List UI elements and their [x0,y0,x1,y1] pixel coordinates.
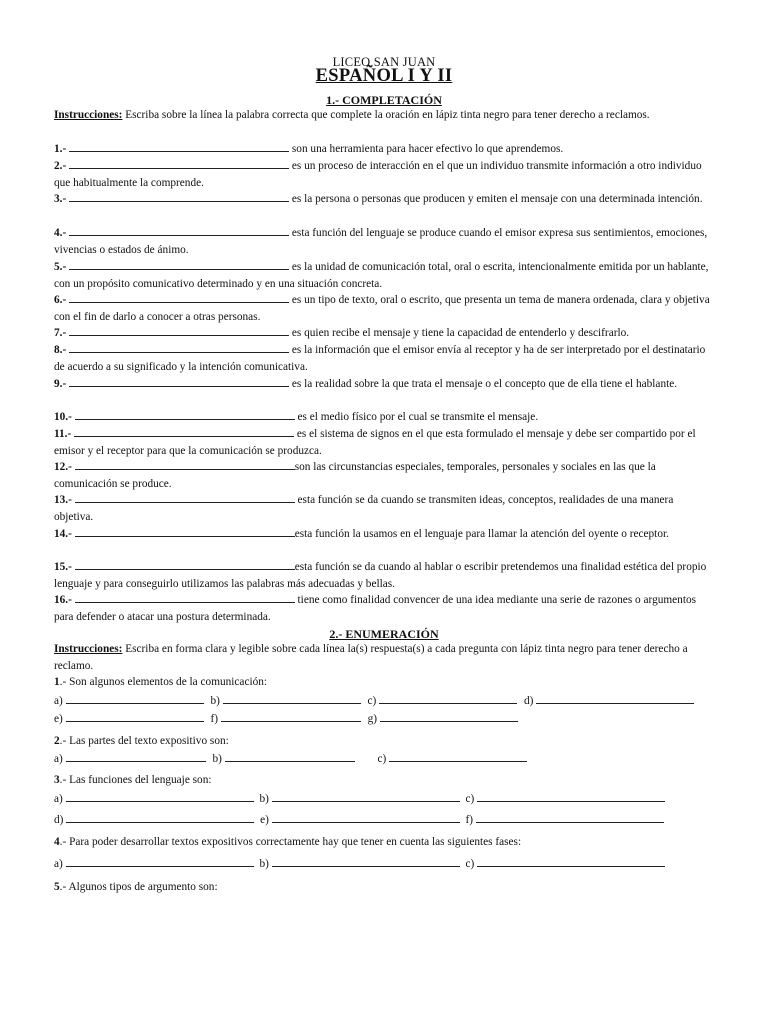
item-text: es la información que el emisor envía al receptor y ha de ser interpretado por el destinatario de acuerdo a su significado y la intención comunicativa. [54,344,706,373]
answer-blank[interactable] [66,692,204,704]
item-number: 7.- [54,327,67,339]
answer-blank[interactable] [66,790,254,802]
item-3 [54,190,714,208]
option-label: d) [523,695,534,707]
answer-blank[interactable] [75,491,295,503]
answer-blank[interactable] [225,750,355,762]
answer-blank[interactable] [75,591,295,603]
option-label: a) [54,753,63,765]
answer-blank[interactable] [272,811,460,823]
item-4 [54,224,714,258]
item-2 [54,157,714,191]
answer-blank[interactable] [69,375,289,387]
question-text: .- Para poder desarrollar textos expositivos correctamente hay que tener en cuenta las siguientes fases: [59,836,522,848]
question-number: 1 [54,676,60,688]
answer-blank[interactable] [66,750,206,762]
answer-blank[interactable] [66,710,204,722]
item-14 [54,525,714,543]
answer-blank[interactable] [75,525,295,537]
item-number: 3.- [54,193,67,205]
item-number: 10.- [54,411,72,423]
answer-row [54,692,714,710]
item-number: 4.- [54,227,67,239]
item-text: es el medio físico por el cual se transmite el mensaje. [294,411,539,423]
question-4 [54,834,714,851]
answer-row [54,750,714,768]
item-number: 12.- [54,461,72,473]
question-1 [54,674,714,691]
option-label: a) [54,793,63,805]
answer-blank[interactable] [221,710,361,722]
instructions-label: Instrucciones: [54,643,123,655]
question-2 [54,733,714,750]
option-label: e) [260,814,269,826]
answer-blank[interactable] [75,458,295,470]
answer-blank[interactable] [69,291,289,303]
answer-row [54,790,714,808]
answer-row [54,710,714,728]
answer-blank[interactable] [477,790,665,802]
answer-blank[interactable] [477,855,665,867]
item-number: 16.- [54,594,72,606]
option-label: d) [54,814,64,826]
item-text: es un tipo de texto, oral o escrito, que presenta un tema de manera ordenada, clara y objetiva con el fin de darlo a conocer a otras personas. [54,294,710,323]
item-number: 6.- [54,294,67,306]
answer-blank[interactable] [389,750,527,762]
item-12 [54,458,714,492]
item-1 [54,140,714,158]
item-text: esta función del lenguaje se produce cuando el emisor expresa sus sentimientos, emociones, vivencias o estados de ánimo. [54,227,708,256]
question-5 [54,879,714,896]
answer-blank[interactable] [66,811,254,823]
question-3 [54,772,714,789]
item-text: es el sistema de signos en el que esta formulado el mensaje y debe ser compartido por el emisor y el receptor para que la comunicación se produzca. [54,428,696,457]
item-text: es la unidad de comunicación total, oral o escrita, intencionalmente emitida por un hablante, con un propósito comunicativo determinado y en una situación concreta. [54,261,709,290]
answer-blank[interactable] [379,692,517,704]
item-13 [54,491,714,525]
option-label: e) [54,713,63,725]
item-7 [54,324,714,342]
item-number: 1.- [54,143,67,155]
option-label: g) [367,713,378,725]
answer-row [54,855,714,873]
item-text: esta función se da cuando se transmiten ideas, conceptos, realidades de una manera objetiva. [54,494,674,523]
instructions-text: Escriba en forma clara y legible sobre cada línea la(s) respuesta(s) a cada pregunta con lápiz tinta negro para tener derecho a reclamo. [54,643,688,672]
option-label: f) [210,713,218,725]
subject-title: ESPAÑOL I Y II [315,66,453,86]
item-number: 5.- [54,261,67,273]
instructions-label: Instrucciones: [54,109,123,121]
option-label: b) [259,793,269,805]
option-label: c) [465,858,475,870]
item-text: tiene como finalidad convencer de una idea mediante una serie de razones o argumentos para defender o atacar una postura determinada. [54,594,697,623]
question-number: 3 [54,774,60,786]
item-text: son las circunstancias especiales, temporales, personales y sociales en las que la comunicación se produce. [54,461,656,490]
option-label: a) [54,858,63,870]
item-16 [54,591,714,625]
item-number: 13.- [54,494,72,506]
question-number: 5 [54,881,60,893]
option-label: c) [465,793,475,805]
answer-blank[interactable] [66,855,254,867]
answer-blank[interactable] [69,190,289,202]
question-number: 2 [54,735,60,747]
answer-blank[interactable] [74,425,294,437]
answer-blank[interactable] [223,692,361,704]
answer-blank[interactable] [75,558,295,570]
answer-row [54,811,714,829]
item-text: es quien recibe el mensaje y tiene la capacidad de entenderlo y descifrarlo. [289,327,630,339]
option-label: b) [210,695,220,707]
item-11 [54,425,714,459]
option-label: c) [367,695,377,707]
item-text: es un proceso de interacción en el que un individuo transmite información a otro individuo que habitualmente la comprende. [54,160,702,189]
answer-blank[interactable] [476,811,664,823]
item-text: son una herramienta para hacer efectivo lo que aprendemos. [289,143,564,155]
item-number: 11.- [54,428,72,440]
item-text: es la realidad sobre la que trata el mensaje o el concepto que de ella tiene el hablante. [289,378,678,390]
answer-blank[interactable] [69,258,289,270]
option-label: a) [54,695,63,707]
option-label: f) [465,814,474,826]
option-label: c) [377,753,387,765]
answer-blank[interactable] [69,157,289,169]
answer-blank[interactable] [75,408,295,420]
item-text: esta función se da cuando al hablar o escribir pretendemos una finalidad estética del propio lenguaje y para conseguirlo utilizamos las palabras más adecuadas y bellas. [54,561,707,590]
item-6 [54,291,714,325]
section1-instructions [54,107,714,124]
item-text: es la persona o personas que producen y emiten el mensaje con una determinada intención. [289,193,703,205]
option-label: b) [259,858,269,870]
question-text: .- Las partes del texto expositivo son: [59,735,229,747]
item-9 [54,375,714,393]
answer-blank[interactable] [536,692,694,704]
answer-blank[interactable] [380,710,518,722]
school-name: LICEO SAN JUAN [332,55,436,69]
question-number: 4 [54,836,60,848]
section2-title: 2.- ENUMERACIÓN [329,627,439,641]
item-number: 14.- [54,528,72,540]
item-number: 8.- [54,344,67,356]
item-8 [54,341,714,375]
answer-blank[interactable] [272,790,460,802]
answer-blank[interactable] [272,855,460,867]
question-text: .- Son algunos elementos de la comunicación: [59,676,268,688]
answer-blank[interactable] [69,140,289,152]
section1-title: 1.- COMPLETACIÓN [326,93,442,107]
item-number: 9.- [54,378,67,390]
question-text: .- Algunos tipos de argumento son: [59,881,218,893]
option-label: b) [212,753,222,765]
item-10 [54,408,714,426]
item-text: esta función la usamos en el lenguaje para llamar la atención del oyente o receptor. [294,528,669,540]
item-5 [54,258,714,292]
answer-blank[interactable] [69,341,289,353]
answer-blank[interactable] [69,224,289,236]
instructions-text: Escriba sobre la línea la palabra correcta que complete la oración en lápiz tinta negro para tener derecho a reclamos. [122,109,650,121]
answer-blank[interactable] [69,324,289,336]
item-number: 15.- [54,561,72,573]
section2-instructions [54,641,714,674]
item-number: 2.- [54,160,67,172]
item-15 [54,558,714,592]
question-text: .- Las funciones del lenguaje son: [59,774,212,786]
